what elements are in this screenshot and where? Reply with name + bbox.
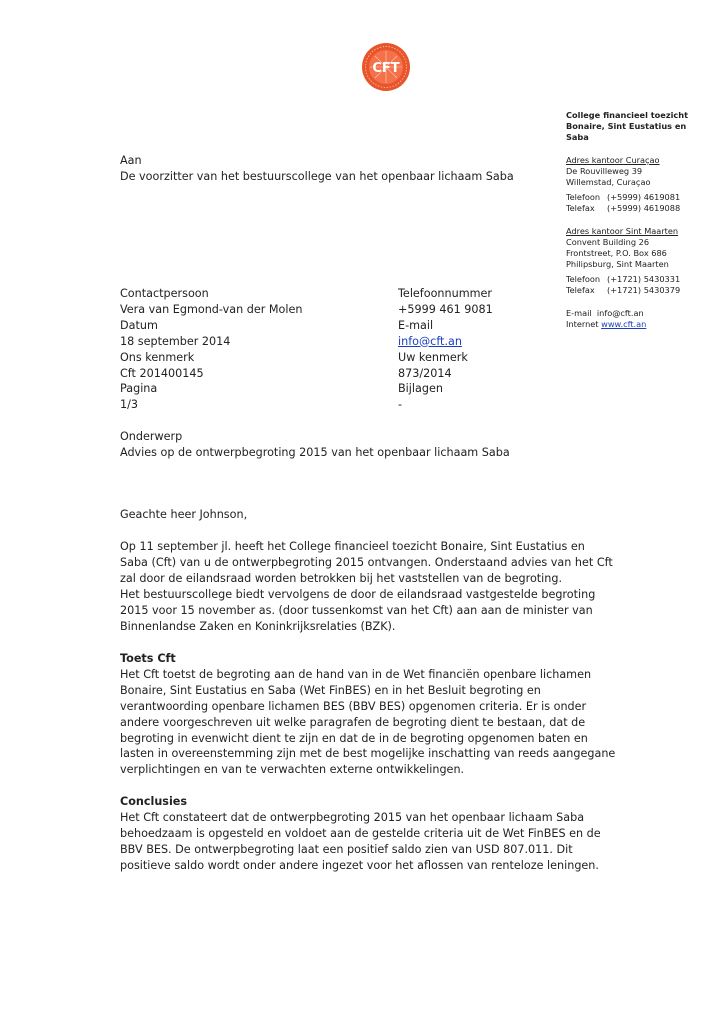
organization-name	[566, 110, 716, 143]
subject-label: Onderwerp	[120, 430, 183, 443]
phone-value: (+1721) 5430331	[607, 274, 681, 284]
internet-label: Internet	[566, 319, 599, 329]
paragraph-line: zal door de eilandsraad worden betrokken bij het vaststellen van de begroting.	[120, 571, 563, 585]
fax-label: Telefax	[566, 203, 595, 213]
address-line: Willemstad, Curaçao	[566, 177, 651, 187]
section-heading: Conclusies	[120, 795, 188, 808]
contact-value: Vera van Egmond-van der Molen	[120, 302, 303, 316]
office-header: Adres kantoor Sint Maarten	[566, 226, 679, 236]
org-line: College financieel toezicht	[566, 110, 688, 120]
our-reference-label: Ons kenmerk	[120, 350, 195, 364]
paragraph-line: Binnenlandse Zaken en Koninkrijksrelaties (BZK).	[120, 619, 396, 633]
office-curacao	[566, 155, 716, 214]
salutation: Geachte heer Johnson,	[120, 508, 248, 521]
address-line: Convent Building 26	[566, 237, 650, 247]
phone-value: (+5999) 4619081	[607, 192, 681, 202]
your-reference-value: 873/2014	[398, 366, 452, 380]
phone-number-value: +5999 461 9081	[398, 302, 493, 316]
address-line: Philipsburg, Sint Maarten	[566, 259, 669, 269]
address-line: Frontstreet, P.O. Box 686	[566, 248, 667, 258]
page-value: 1/3	[120, 398, 139, 412]
addressee-block	[120, 153, 514, 185]
org-line: Saba	[566, 132, 589, 142]
cft-logo-icon	[361, 42, 411, 92]
meta-right-column	[398, 286, 493, 413]
email-value: info@cft.an	[596, 308, 644, 318]
paragraph-line: andere voorgeschreven uit welke paragrafen de begroting dient te bestaan, dat de	[120, 715, 586, 729]
addressee-label: Aan	[120, 154, 142, 167]
our-reference-value: Cft 201400145	[120, 366, 204, 380]
email-row	[566, 308, 716, 319]
phone-number-label: Telefoonnummer	[398, 287, 492, 300]
your-reference-label: Uw kenmerk	[398, 350, 468, 364]
paragraph-line: behoedzaam is opgesteld en voldoet aan de gestelde criteria uit de Wet FinBES en de	[120, 826, 601, 840]
paragraph-line: Bonaire, Sint Eustatius en Saba (Wet FinBES) en in het Besluit begroting en	[120, 683, 541, 697]
paragraph-line: lasten in overeenstemming zijn met de best mogelijke inschatting van reeds aangegane	[120, 747, 616, 761]
section-conclusies	[120, 794, 640, 874]
intro-paragraph	[120, 539, 640, 634]
page-label: Pagina	[120, 382, 158, 396]
svg-text:CFT: CFT	[372, 61, 400, 76]
email-label: E-mail	[398, 318, 434, 332]
phone-label: Telefoon	[566, 274, 601, 284]
subject-block	[120, 429, 510, 461]
subject-value: Advies op de ontwerpbegroting 2015 van het openbaar lichaam Saba	[120, 445, 510, 459]
paragraph-line: Het bestuurscollege biedt vervolgens de door de eilandsraad vastgestelde begroting	[120, 587, 596, 601]
attachments-value: -	[398, 398, 403, 412]
fax-value: (+5999) 4619088	[607, 203, 681, 213]
sender-sidebar	[566, 110, 716, 330]
address-line: De Rouvilleweg 39	[566, 166, 643, 176]
fax-value: (+1721) 5430379	[607, 285, 681, 295]
website-link[interactable]: www.cft.an	[601, 319, 647, 329]
paragraph-line: Op 11 september jl. heeft het College financieel toezicht Bonaire, Sint Eustatius en	[120, 540, 585, 553]
fax-label: Telefax	[566, 285, 595, 295]
paragraph-line: BBV BES. De ontwerpbegroting laat een positief saldo zien van USD 807.011. Dit	[120, 842, 573, 856]
email-link[interactable]: info@cft.an	[398, 334, 462, 348]
paragraph-line: 2015 voor 15 november as. (door tussenkomst van het Cft) aan aan de minister van	[120, 603, 593, 617]
paragraph-line: begroting in evenwicht dient te zijn en dat de in de begroting opgenomen baten en	[120, 731, 588, 745]
phone-label: Telefoon	[566, 192, 601, 202]
meta-left-column	[120, 286, 302, 413]
email-label: E-mail	[566, 308, 592, 318]
attachments-label: Bijlagen	[398, 382, 443, 396]
paragraph-line: Het Cft constateert dat de ontwerpbegroting 2015 van het openbaar lichaam Saba	[120, 810, 585, 824]
paragraph-line: Saba (Cft) van u de ontwerpbegroting 2015 ontvangen. Onderstaand advies van het Cft	[120, 555, 613, 569]
contact-label: Contactpersoon	[120, 287, 209, 300]
org-line: Bonaire, Sint Eustatius en	[566, 121, 687, 131]
addressee-value: De voorzitter van het bestuurscollege van het openbaar lichaam Saba	[120, 169, 514, 183]
date-label: Datum	[120, 318, 158, 332]
section-heading: Toets Cft	[120, 652, 176, 665]
section-toets-cft	[120, 651, 640, 778]
paragraph-line: verantwoording openbare lichamen BES (BBV BES) opgenomen criteria. Er is onder	[120, 699, 587, 713]
cft-logo	[361, 42, 411, 92]
paragraph-line: Het Cft toetst de begroting aan de hand van in de Wet financiën openbare lichamen	[120, 667, 592, 681]
date-value: 18 september 2014	[120, 334, 231, 348]
office-sint-maarten	[566, 226, 716, 296]
paragraph-line: verplichtingen en van te verwachten externe ontwikkelingen.	[120, 763, 465, 777]
office-header: Adres kantoor Curaçao	[566, 155, 660, 165]
internet-row	[566, 319, 716, 330]
paragraph-line: positieve saldo wordt onder andere ingezet voor het aflossen van renteloze leningen.	[120, 858, 599, 872]
